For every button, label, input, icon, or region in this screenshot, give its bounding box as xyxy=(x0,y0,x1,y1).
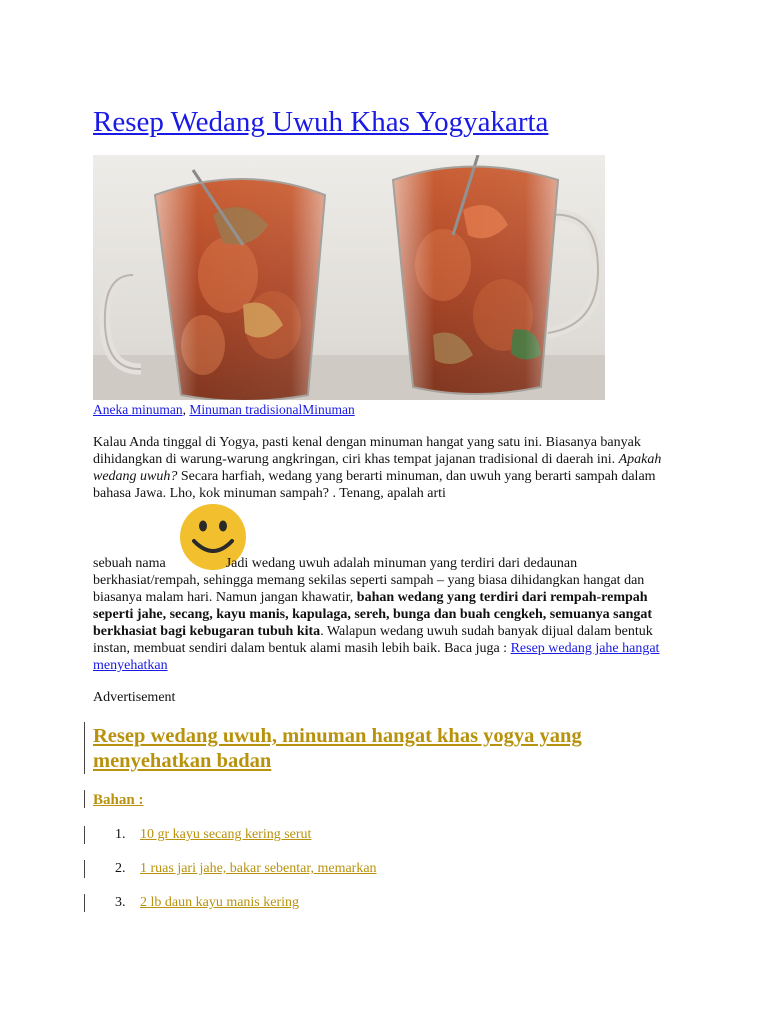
intro-paragraph xyxy=(93,434,673,502)
body-paragraph xyxy=(93,555,673,674)
body-text-1: Jadi wedang uwuh adalah minuman yang terdiri dari dedaunan berkhasiat/rempah, sehingga memang sekilas seperti sampah – yang biasa dihidangkan hangat dan biasanya malam hari. Namun jangan khawatir, xyxy=(93,556,645,605)
ingredient-link[interactable]: 1 ruas jari jahe, bakar sebentar, memarkan xyxy=(140,861,377,876)
recipe-title-bar xyxy=(84,722,85,774)
bahan-heading[interactable]: Bahan : xyxy=(93,792,144,808)
ingredient-item xyxy=(115,860,377,877)
ingredient-bar-1 xyxy=(84,826,85,844)
category-link-aneka-minuman[interactable]: Aneka minuman xyxy=(93,402,183,417)
category-links xyxy=(93,402,355,418)
intro-question: Apakah wedang uwuh? xyxy=(93,452,662,484)
ingredient-link[interactable]: 10 gr kayu secang kering serut xyxy=(140,827,312,842)
intro-text-2: Secara harfiah, wedang yang berarti minuman, dan uwuh yang berarti sampah dalam bahasa Jawa. Lho, kok minuman sampah? . Tenang, apalah arti xyxy=(93,469,656,501)
category-link-minuman[interactable]: Minuman xyxy=(302,402,355,417)
advertisement-label: Advertisement xyxy=(93,690,176,705)
ingredient-item xyxy=(115,894,299,911)
body-text-2: . Walapun wedang uwuh sudah banyak dijual dalam bentuk instan, membuat sendiri dalam bentuk alami masih lebih baik. Baca juga : xyxy=(93,624,653,656)
ingredient-bar-2 xyxy=(84,860,85,878)
category-separator: , xyxy=(182,402,190,417)
body-lead: sebuah nama xyxy=(93,556,166,571)
ingredient-number: 1. xyxy=(115,827,126,842)
ingredient-item xyxy=(115,826,311,843)
category-link-minuman-tradisional[interactable]: Minuman tradisional xyxy=(189,402,303,417)
related-recipe-link[interactable]: Resep wedang jahe hangat menyehatkan xyxy=(93,641,660,673)
ingredient-link[interactable]: 2 lb daun kayu manis kering xyxy=(140,895,300,910)
recipe-title[interactable]: Resep wedang uwuh, minuman hangat khas yogya yang menyehatkan badan xyxy=(93,725,582,772)
intro-text-1: Kalau Anda tinggal di Yogya, pasti kenal dengan minuman hangat yang satu ini. Biasanya banyak dihidangkan di warung-warung angkringan, ciri khas tempat jajanan tradisional di daerah ini. xyxy=(93,435,641,467)
ingredient-number: 2. xyxy=(115,861,126,876)
bahan-bar xyxy=(84,790,85,808)
ingredient-bar-3 xyxy=(84,894,85,912)
article-title[interactable]: Resep Wedang Uwuh Khas Yogyakarta xyxy=(93,106,549,138)
article-photo xyxy=(93,155,605,400)
body-bold-text: bahan wedang yang terdiri dari rempah-rempah seperti jahe, secang, kayu manis, kapulaga, sereh, bunga dan buah cengkeh, semuanya sangat berkhasiat bagi kebugaran tubuh kita xyxy=(93,590,653,639)
ingredient-number: 3. xyxy=(115,895,126,910)
